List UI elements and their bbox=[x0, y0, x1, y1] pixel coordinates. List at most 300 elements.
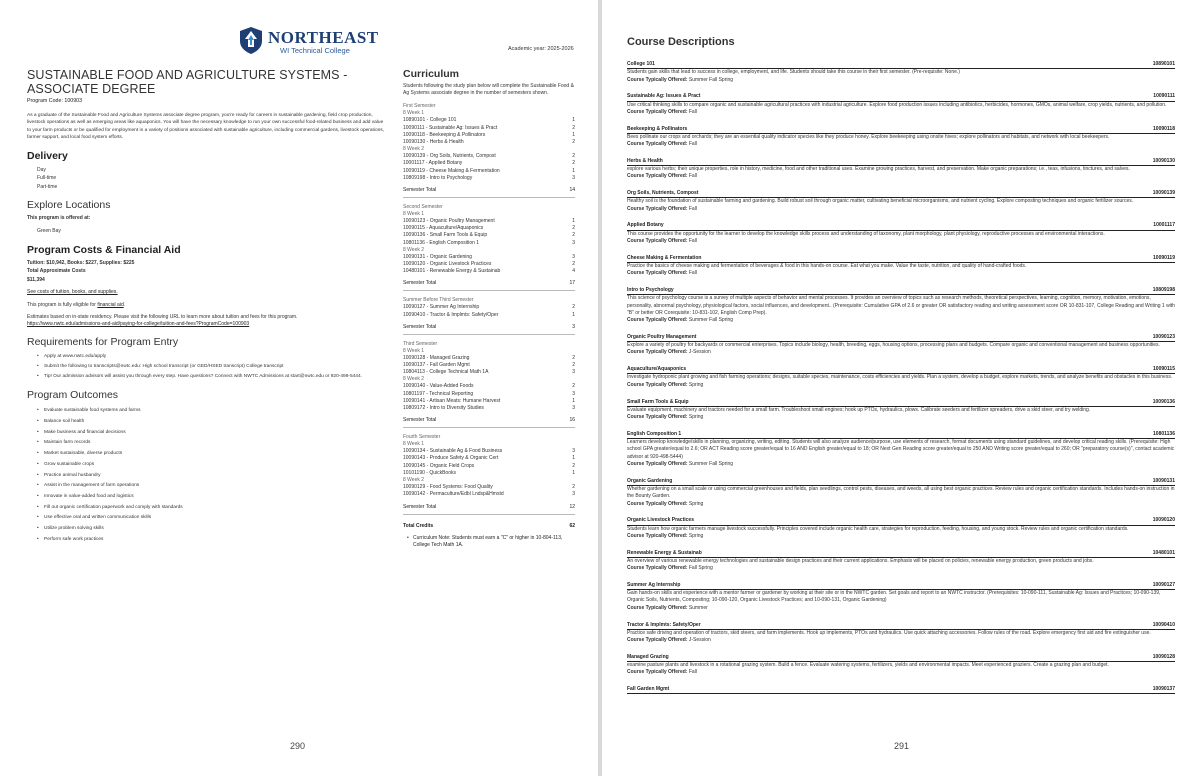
course-offered-label: Course Typically Offered: bbox=[627, 565, 689, 572]
course-offered bbox=[627, 605, 1175, 612]
course-offered bbox=[627, 238, 1175, 245]
program-title: SUSTAINABLE FOOD AND AGRICULTURE SYSTEMS - ASSOCIATE DEGREE bbox=[27, 68, 348, 96]
course-description: Healthy soil is the foundation of sustainable farming and gardening. Build robust soil through organic matter, cultivating beneficial microorganisms, and nutrient cycling. Explore composting techniques and organic fertilizer sources. bbox=[627, 198, 1134, 205]
course-offered bbox=[627, 317, 1175, 324]
curriculum-course: 10090120 - Organic Livestock Practices bbox=[403, 261, 492, 268]
page-number-right: 291 bbox=[894, 741, 910, 751]
curriculum-credits: 3 bbox=[572, 390, 575, 397]
semester-total bbox=[403, 280, 575, 291]
requirement-item: • Submit the following to transcripts@nwtc.edu: High school transcript (or GED/HSED transcript) College transcript bbox=[37, 363, 387, 372]
semester-name: Summer Before Third Semester bbox=[403, 297, 474, 304]
course-code: 10090130 bbox=[1152, 157, 1175, 164]
course-code: 10480101 bbox=[1152, 549, 1175, 556]
curriculum-course: 10090130 - Herbs & Health bbox=[403, 139, 464, 146]
curriculum-course: 10101190 - QuickBooks bbox=[403, 469, 456, 476]
semester-name: Fourth Semester bbox=[403, 434, 441, 441]
course-offered bbox=[627, 637, 1175, 644]
curriculum-course: 10809172 - Intro to Diversity Studies bbox=[403, 405, 484, 412]
curriculum-course: 10090118 - Beekeeping & Pollinators bbox=[403, 131, 486, 138]
course-entry bbox=[627, 622, 1175, 645]
outcomes-heading: Program Outcomes bbox=[27, 389, 119, 402]
course-offered bbox=[627, 382, 1175, 389]
course-code: 10090111 bbox=[1153, 93, 1175, 100]
curriculum-credits: 1 bbox=[572, 131, 575, 138]
curriculum-row bbox=[403, 398, 575, 405]
semester-name: Second Semester bbox=[403, 204, 443, 211]
curriculum-credits: 2 bbox=[572, 383, 575, 390]
semester-name: Third Semester bbox=[403, 340, 438, 347]
course-code: 10090115 bbox=[1153, 366, 1175, 373]
curriculum-credits: 2 bbox=[572, 139, 575, 146]
course-offered bbox=[627, 141, 1175, 148]
course-description: This science of psychology course is a survey of multiple aspects of behavior and mental processes. It provides an overview of topics such as research methods, theoretical perspectives, learning, cognition, memory, motivation, emotions, personality, abnormal psychology, physiological factors, social influences, and development.. (Prerequisite: Cumulative GPA of 2.6 or greater OR satisfactory reading and writing assessment score OR 10-831-107, College Reading and Writing 1 with "B" or better OR Corequisite: 10-831-102, English Comp Prep). bbox=[627, 295, 1175, 316]
see-costs-link[interactable]: See costs of tuition, books, and supplies. bbox=[27, 289, 118, 296]
semester-block bbox=[403, 103, 575, 198]
curriculum-credits: 3 bbox=[572, 253, 575, 260]
curriculum-credits: 2 bbox=[572, 225, 575, 232]
course-description: Gain hands-on skills and experience with a mentor farmer or gardener by working at their site or in the NWTC garden. Set goals and report to an NWTC instructor. (Prerequisites: 10-090-111, Sustainable Ag: Issues and Practices; 10-090-139, Organic Soils, Nutrients, Composting; 10-090-120, Organic Livestock Practices; and 10-090-131, Organic Gardening) bbox=[627, 590, 1161, 604]
course-title: Renewable Energy & Sustainab bbox=[627, 549, 702, 556]
curriculum-row bbox=[403, 484, 575, 491]
eligible-period: . bbox=[123, 301, 126, 308]
semesters bbox=[403, 103, 575, 514]
semester-total-value: 12 bbox=[569, 503, 575, 510]
course-header bbox=[627, 654, 1175, 662]
outcome-item: • Perform safe work practices bbox=[37, 535, 387, 546]
curriculum-course: 10090131 - Organic Gardening bbox=[403, 253, 472, 260]
curriculum-course: 10090127 - Summer Ag Internship bbox=[403, 304, 480, 311]
semester-total-label: Semester Total bbox=[403, 187, 437, 194]
block-name: 8 Week 2 bbox=[403, 376, 425, 383]
curriculum-row bbox=[403, 470, 575, 477]
course-description: Practice the basics of cheese making and fermentation of beverages & food in this hands-on course. Eat what you make. Value the taste, nutrition, and quality of hand-crafted foods. bbox=[627, 262, 1027, 269]
course-offered-terms: Fall Spring bbox=[688, 565, 713, 572]
logo-subtitle: WI Technical College bbox=[280, 46, 350, 55]
course-description: Investigate hydroponic plant growing and fish farming operations; designs, suitable species, maintenance, costs efficiencies and yields. Plan a system, develop a budget, explore markets, trends, and analyze benefits and obstacles in this business. bbox=[627, 374, 1173, 381]
course-header bbox=[627, 399, 1175, 407]
course-offered-terms: Summer Fall Spring bbox=[688, 317, 734, 324]
course-offered-label: Course Typically Offered: bbox=[627, 205, 689, 212]
course-title: Summer Ag Internship bbox=[627, 581, 681, 588]
course-offered-terms: Fall bbox=[688, 141, 697, 148]
course-title: Organic Poultry Management bbox=[627, 333, 697, 340]
curriculum-row bbox=[403, 383, 575, 390]
curriculum-credits: 3 bbox=[572, 369, 575, 376]
course-offered bbox=[627, 533, 1175, 540]
total-credits-label: Total Credits bbox=[403, 522, 434, 529]
curriculum-course: 10809198 - Intro to Psychology bbox=[403, 174, 473, 181]
course-title: Applied Botany bbox=[627, 222, 664, 229]
block-name: 8 Week 1 bbox=[403, 110, 425, 117]
course-offered bbox=[627, 77, 1175, 84]
curriculum-row bbox=[403, 175, 575, 182]
semester-total-label: Semester Total bbox=[403, 417, 437, 424]
course-offered-label: Course Typically Offered: bbox=[627, 108, 689, 115]
semester-total bbox=[403, 324, 575, 335]
right-page bbox=[602, 0, 1200, 776]
curriculum-course: 10090139 - Org Soils, Nutrients, Compost bbox=[403, 153, 496, 160]
block-name: 8 Week 1 bbox=[403, 211, 425, 218]
tuition-line: Tuition: $10,942, Books: $227, Supplies: $225 bbox=[27, 259, 135, 266]
page-number-left: 290 bbox=[290, 741, 306, 751]
course-title: Tractor & Implmts: Safety/Oper bbox=[627, 621, 701, 628]
curriculum-credits: 1 bbox=[572, 117, 575, 124]
course-offered-terms: Summer bbox=[688, 604, 708, 611]
course-code: 10090136 bbox=[1152, 398, 1175, 405]
course-offered-label: Course Typically Offered: bbox=[627, 532, 689, 539]
course-offered-terms: Summer Fall Spring bbox=[688, 76, 734, 83]
course-offered bbox=[627, 461, 1175, 468]
curriculum-credits: 3 bbox=[572, 239, 575, 246]
course-title: Org Soils, Nutrients, Compost bbox=[627, 190, 699, 197]
requirement-item: • Apply at www.nwtc.edu/apply bbox=[37, 353, 387, 362]
course-list bbox=[627, 61, 1175, 704]
course-offered-terms: J-Session bbox=[688, 349, 711, 356]
curriculum-course: 10804113 - College Technical Math 1A bbox=[403, 369, 489, 376]
course-offered bbox=[627, 414, 1175, 421]
curriculum-credits: 1 bbox=[572, 469, 575, 476]
course-entry bbox=[627, 366, 1175, 389]
course-offered bbox=[627, 501, 1175, 508]
outcome-item: • Make business and financial decisions bbox=[37, 428, 387, 439]
course-description: Students learn how organic farmers manage livestock successfully. Principles covered include organic health care, strategies for reproduction, feeding, housing, and young stock. Review rules and organic certification standards. bbox=[627, 525, 1129, 532]
course-header bbox=[627, 287, 1175, 295]
course-offered-label: Course Typically Offered: bbox=[627, 76, 689, 83]
course-description: Evaluate equipment, machinery and tractors needed for a small farm. Troubleshoot small engines; hook up PTOs, hydraulics, plows. Calibrate seeders and fertilizer spreaders, drive a skid steer, and try welding. bbox=[627, 406, 1091, 413]
course-description: This course provides the opportunity for the learner to develop the knowledge skills process and understanding of taxonomy, plant morphology, plant physiology, reproductive processes and environmental interactions. bbox=[627, 230, 1105, 237]
semester-total-label: Semester Total bbox=[403, 280, 437, 287]
requirement-item: • Tip! Our admission advisors will assist you through every step. Have questions? Connect with NWTC Admissions at start@nwtc.edu or 920-498-5444. bbox=[37, 373, 387, 382]
course-offered-terms: Fall bbox=[688, 173, 697, 180]
curriculum-row bbox=[403, 168, 575, 175]
curriculum-course: 10090136 - Small Farm Tools & Equip bbox=[403, 232, 488, 239]
total-costs-label: Total Approximate Costs bbox=[27, 268, 86, 275]
course-offered-terms: Spring bbox=[688, 532, 704, 539]
curriculum-heading: Curriculum bbox=[403, 68, 460, 80]
course-header bbox=[627, 517, 1175, 525]
curriculum-course: 10090141 - Artisan Meats: Humane Harvest bbox=[403, 397, 501, 404]
course-code: 10090137 bbox=[1152, 686, 1175, 693]
course-offered-terms: Spring bbox=[688, 381, 704, 388]
curriculum-credits: 3 bbox=[572, 405, 575, 412]
course-entry bbox=[627, 550, 1175, 573]
requirements-heading: Requirements for Program Entry bbox=[27, 335, 179, 348]
outcome-item: • Maintain farm records bbox=[37, 438, 387, 449]
outcome-item: • Innovate in value-added food and logistics bbox=[37, 492, 387, 503]
course-offered bbox=[627, 109, 1175, 116]
course-code: 10090118 bbox=[1153, 125, 1175, 132]
curriculum-row bbox=[403, 355, 575, 362]
course-offered-label: Course Typically Offered: bbox=[627, 381, 689, 388]
curriculum-credits: 2 bbox=[572, 484, 575, 491]
delivery-item: Full-time bbox=[37, 175, 57, 182]
curriculum-course: 10090111 - Sustainable Ag: Issues & Pract bbox=[403, 124, 498, 131]
offered-at-label: This program is offered at: bbox=[27, 215, 91, 222]
block-name: 8 Week 1 bbox=[403, 347, 425, 354]
curriculum-row bbox=[403, 304, 575, 311]
course-offered-label: Course Typically Offered: bbox=[627, 317, 689, 324]
course-offered-label: Course Typically Offered: bbox=[627, 414, 689, 421]
course-header bbox=[627, 686, 1175, 694]
course-entry bbox=[627, 478, 1175, 508]
curriculum-credits: 2 bbox=[572, 153, 575, 160]
curriculum-row bbox=[403, 117, 575, 124]
course-entry bbox=[627, 431, 1175, 468]
course-descriptions-heading: Course Descriptions bbox=[627, 36, 735, 48]
course-code: 10801136 bbox=[1153, 430, 1175, 437]
total-costs-value: $11,394 bbox=[27, 276, 45, 283]
course-entry bbox=[627, 126, 1175, 149]
curriculum-row bbox=[403, 261, 575, 268]
course-code: 10090120 bbox=[1152, 517, 1175, 524]
course-header bbox=[627, 222, 1175, 230]
course-title: Managed Grazing bbox=[627, 653, 669, 660]
course-code: 10001117 bbox=[1153, 222, 1175, 229]
course-entry bbox=[627, 654, 1175, 677]
semester-block bbox=[403, 434, 575, 514]
semester-total bbox=[403, 417, 575, 428]
semester-total bbox=[403, 504, 575, 515]
course-offered-label: Course Typically Offered: bbox=[627, 237, 689, 244]
block-name: 8 Week 2 bbox=[403, 246, 425, 253]
course-description: Use critical thinking skills to compare organic and sustainable agricultural practices with industrial agriculture. Explore food production issues including antibiotics, herbicides, hormones, GMOs, animal welfare, crop yields, nutrients, and pollution. bbox=[627, 101, 1167, 108]
curriculum-row bbox=[403, 455, 575, 462]
course-offered bbox=[627, 669, 1175, 676]
curriculum-course: 10090119 - Cheese Making & Fermentation bbox=[403, 167, 500, 174]
curriculum-credits: 3 bbox=[572, 174, 575, 181]
outcome-item: • Practice animal husbandry bbox=[37, 471, 387, 482]
course-entry bbox=[627, 190, 1175, 213]
block-name: 8 Week 2 bbox=[403, 477, 425, 484]
course-header bbox=[627, 478, 1175, 486]
curriculum-credits: 2 bbox=[572, 160, 575, 167]
costs-heading: Program Costs & Financial Aid bbox=[27, 243, 181, 256]
outcome-item: • Assist in the management of farm operations bbox=[37, 481, 387, 492]
curriculum-row bbox=[403, 463, 575, 470]
course-title: Beekeeping & Pollinators bbox=[627, 125, 688, 132]
course-header bbox=[627, 158, 1175, 166]
curriculum-column bbox=[403, 68, 575, 549]
course-header bbox=[627, 93, 1175, 101]
course-title: Organic Gardening bbox=[627, 477, 673, 484]
curriculum-credits: 3 bbox=[572, 448, 575, 455]
curriculum-row bbox=[403, 448, 575, 455]
course-description: explore various herbs; their unique properties, role in history, medicine, food and other traditional uses. Examine growing practices, harvest, and preservation. Make organic preparations; i.e., teas, infusions, tinctures, and salves. bbox=[627, 166, 1130, 173]
curriculum-row bbox=[403, 491, 575, 498]
course-header bbox=[627, 255, 1175, 263]
curriculum-row bbox=[403, 405, 575, 412]
total-credits bbox=[403, 523, 575, 529]
course-offered-terms: Fall bbox=[688, 669, 697, 676]
curriculum-row bbox=[403, 218, 575, 225]
curriculum-course: 10090137 - Fall Garden Mgmt bbox=[403, 362, 470, 369]
course-entry bbox=[627, 158, 1175, 181]
course-offered bbox=[627, 349, 1175, 356]
curriculum-row bbox=[403, 125, 575, 132]
course-entry bbox=[627, 287, 1175, 324]
outcome-item: • Balance soil health bbox=[37, 417, 387, 428]
outcome-item: • Fill out organic certification paperwork and comply with standards bbox=[37, 503, 387, 514]
curriculum-course: 10801136 - English Composition 1 bbox=[403, 239, 480, 246]
course-code: 10090131 bbox=[1152, 477, 1175, 484]
course-title: Herbs & Health bbox=[627, 157, 663, 164]
requirements-list bbox=[27, 353, 387, 382]
block-name: 8 Week 2 bbox=[403, 146, 425, 153]
curriculum-course: 10090128 - Managed Grazing bbox=[403, 354, 470, 361]
curriculum-credits: 2 bbox=[572, 304, 575, 311]
curriculum-credits: 1 bbox=[572, 455, 575, 462]
curriculum-row bbox=[403, 369, 575, 376]
curriculum-course: 10090145 - Organic Field Crops bbox=[403, 462, 475, 469]
course-entry bbox=[627, 93, 1175, 116]
tuition-url-link[interactable]: https://www.nwtc.edu/admissions-and-aid/paying-for-college/tuition-and-fees?ProgramCode=100903 bbox=[27, 320, 250, 327]
curriculum-credits: 2 bbox=[572, 354, 575, 361]
course-description: Explore a variety of poultry for backyards or commercial enterprises. Topics include biology, health, breeding, eggs, housing options, processing plans and budgets. Compare organic and conventional management and business opportunities. bbox=[627, 342, 1160, 349]
semester-block bbox=[403, 204, 575, 291]
outcome-item: • Utilize problem solving skills bbox=[37, 524, 387, 535]
course-offered-label: Course Typically Offered: bbox=[627, 349, 689, 356]
curriculum-credits: 1 bbox=[572, 218, 575, 225]
college-logo bbox=[240, 27, 379, 57]
course-header bbox=[627, 431, 1175, 439]
curriculum-course: 10090129 - Food Systems: Food Quality bbox=[403, 484, 493, 491]
delivery-item: Day bbox=[37, 166, 46, 173]
semester-total-value: 14 bbox=[569, 187, 575, 194]
locations-list bbox=[27, 227, 387, 236]
course-code: 10090410 bbox=[1152, 621, 1175, 628]
course-header bbox=[627, 582, 1175, 590]
curriculum-row bbox=[403, 132, 575, 139]
course-offered-label: Course Typically Offered: bbox=[627, 270, 689, 277]
course-header bbox=[627, 126, 1175, 134]
course-offered-terms: Fall bbox=[688, 108, 697, 115]
curriculum-row bbox=[403, 153, 575, 160]
program-intro: As a graduate of the Sustainable Food and Agriculture Systems associate degree program, you're ready for careers in sustainable gardening, field crop production, livestock operations as well as emerging areas like aquaponics. You will have the necessary knowledge to run your own successful food-related business and add value to your farm products or be qualified for employment in a variety of positions associated with sustainable agriculture, including commercial gardens, livestock operations, farmer support, and local food system efforts. bbox=[27, 113, 385, 141]
curriculum-row bbox=[403, 254, 575, 261]
curriculum-course: 10090134 - Sustainable Ag & Food Business bbox=[403, 448, 503, 455]
course-title: Aquaculture/Aquaponics bbox=[627, 366, 687, 373]
course-entry bbox=[627, 255, 1175, 278]
course-offered-label: Course Typically Offered: bbox=[627, 604, 689, 611]
course-header bbox=[627, 61, 1175, 69]
location-item: Green Bay bbox=[37, 228, 61, 234]
program-code: Program Code: 100903 bbox=[27, 98, 83, 104]
course-offered-terms: Fall bbox=[688, 270, 697, 277]
course-offered-terms: Summer Fall Spring bbox=[688, 460, 734, 467]
curriculum-credits: 1 bbox=[572, 397, 575, 404]
outcomes-list bbox=[27, 406, 387, 545]
course-title: English Composition 1 bbox=[627, 430, 682, 437]
course-entry bbox=[627, 399, 1175, 422]
course-entry bbox=[627, 222, 1175, 245]
semester-block bbox=[403, 341, 575, 428]
course-description: examine pasture plants and livestock in a rotational grazing system. Build a fence. Evaluate watering systems, fertilizers, yields and environmental impacts. Meet experienced graziers. Create a grazing plan and budget. bbox=[627, 662, 1109, 669]
curriculum-credits: 2 bbox=[572, 232, 575, 239]
semester-total-value: 16 bbox=[569, 417, 575, 424]
curriculum-note: • Curriculum Note: Students must earn a "C" or higher in 10-804-113, College Tech Math 1A. bbox=[403, 535, 575, 549]
curriculum-row bbox=[403, 139, 575, 146]
curriculum-course: 10090410 - Tractor & Implmts: Safety/Oper bbox=[403, 311, 499, 318]
delivery-item: Part-time bbox=[37, 183, 58, 190]
curriculum-credits: 2 bbox=[572, 362, 575, 369]
course-offered-label: Course Typically Offered: bbox=[627, 460, 689, 467]
locations-heading: Explore Locations bbox=[27, 199, 111, 212]
curriculum-course: 10090143 - Produce Safety & Organic Cert bbox=[403, 455, 499, 462]
course-description: Practice safe driving and operation of tractors, skid steers, and farm implements. Hook up implements, PTOs and hydraulics. Use quick attaching accessories. Follow rules of the road. Explore emergency first aid and fire extinguisher use. bbox=[627, 629, 1151, 636]
course-entry bbox=[627, 334, 1175, 357]
course-header bbox=[627, 622, 1175, 630]
financial-aid-link[interactable]: financial aid bbox=[97, 301, 124, 308]
semester-total bbox=[403, 187, 575, 198]
course-code: 10090127 bbox=[1152, 581, 1175, 588]
course-offered bbox=[627, 270, 1175, 277]
course-entry bbox=[627, 686, 1175, 694]
curriculum-credits: 4 bbox=[572, 268, 575, 275]
curriculum-credits: 1 bbox=[572, 311, 575, 318]
logo-name: NORTHEAST bbox=[268, 28, 379, 47]
outcome-item: • Use effective oral and written communication skills bbox=[37, 513, 387, 524]
course-offered bbox=[627, 565, 1175, 572]
course-code: 10809198 bbox=[1152, 287, 1175, 294]
course-description: An overview of various renewable energy technologies and sustainable design practices and their current applications. Emphasis will be placed on policies, renewable energy production, green products and jobs. bbox=[627, 557, 1094, 564]
course-header bbox=[627, 550, 1175, 558]
curriculum-course: 10001117 - Applied Botany bbox=[403, 160, 463, 167]
academic-year: Academic year: 2025-2026 bbox=[508, 46, 574, 52]
semester-block bbox=[403, 297, 575, 334]
course-title: Intro to Psychology bbox=[627, 287, 674, 294]
curriculum-row bbox=[403, 362, 575, 369]
course-code: 10090119 bbox=[1153, 254, 1175, 261]
shield-logo-icon bbox=[240, 27, 262, 54]
eligible-text: This program is fully eligible for bbox=[27, 301, 98, 308]
estimates-note: Estimates based on in-state residency. Please visit the following URL to learn more about tuition and fees for this program. bbox=[27, 313, 298, 320]
block-name: 8 Week 1 bbox=[403, 441, 425, 448]
course-title: Small Farm Tools & Equip bbox=[627, 398, 689, 405]
course-code: 10090123 bbox=[1152, 333, 1175, 340]
total-credits-value: 62 bbox=[569, 522, 575, 529]
course-title: Organic Livestock Practices bbox=[627, 517, 694, 524]
curriculum-credits: 1 bbox=[572, 167, 575, 174]
course-title: Fall Garden Mgmt bbox=[627, 686, 670, 693]
curriculum-credits: 2 bbox=[572, 462, 575, 469]
curriculum-row bbox=[403, 391, 575, 398]
delivery-list bbox=[27, 166, 387, 192]
course-entry bbox=[627, 517, 1175, 540]
curriculum-credits: 3 bbox=[572, 491, 575, 498]
curriculum-row bbox=[403, 225, 575, 232]
course-header bbox=[627, 366, 1175, 374]
program-overview bbox=[27, 68, 387, 545]
curriculum-intro: Students following the study plan below will complete the Sustainable Food & Ag Systems associate degree in the number of semesters shown. bbox=[403, 83, 574, 97]
curriculum-row bbox=[403, 232, 575, 239]
curriculum-row bbox=[403, 240, 575, 247]
semester-name: First Semester bbox=[403, 103, 436, 110]
course-offered-terms: Fall bbox=[688, 205, 697, 212]
course-offered bbox=[627, 173, 1175, 180]
curriculum-course: 10090142 - Permaculture/Edbl Lndsp&Hmstd bbox=[403, 491, 504, 498]
course-title: Cheese Making & Fermentation bbox=[627, 254, 702, 261]
course-entry bbox=[627, 582, 1175, 612]
course-offered-label: Course Typically Offered: bbox=[627, 500, 689, 507]
course-code: 10090139 bbox=[1152, 190, 1175, 197]
outcome-item: • Evaluate sustainable food systems and farms bbox=[37, 406, 387, 417]
curriculum-course: 10480101 - Renewable Energy & Sustainab bbox=[403, 268, 501, 275]
curriculum-course: 10090140 - Value-Added Foods bbox=[403, 383, 474, 390]
course-code: 10890101 bbox=[1152, 61, 1175, 67]
curriculum-row bbox=[403, 160, 575, 167]
semester-total-value: 17 bbox=[569, 280, 575, 287]
course-offered-label: Course Typically Offered: bbox=[627, 669, 689, 676]
